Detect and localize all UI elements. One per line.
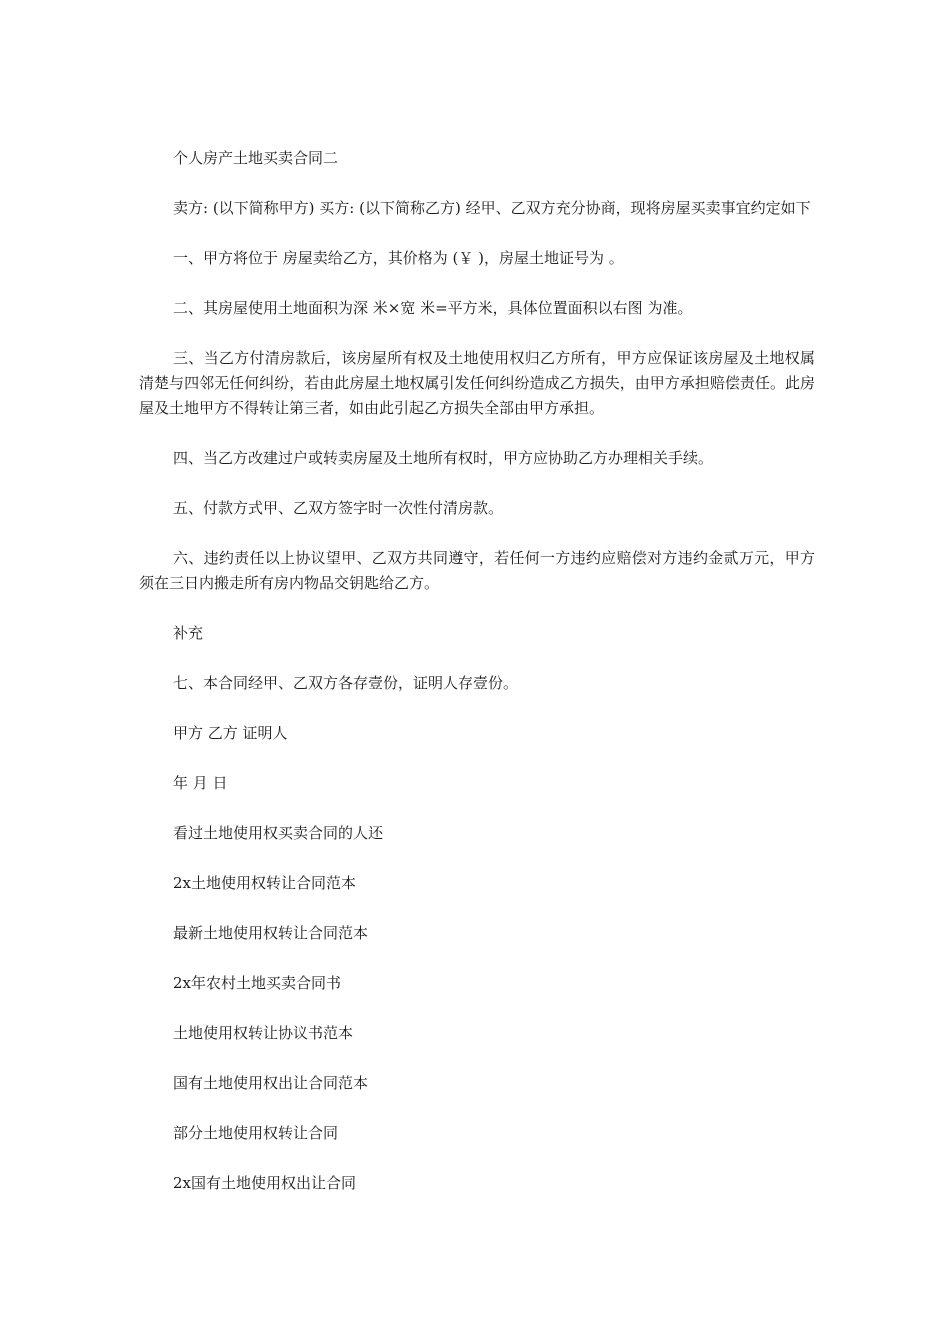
clause-3: 三、当乙方付清房款后，该房屋所有权及土地使用权归乙方所有，甲方应保证该房屋及土地权属清楚与四邻无任何纠纷，若由此房屋土地权属引发任何纠纷造成乙方损失，由甲方承担赔偿责任。此房屋及土地甲方不得转让第三者，如由此引起乙方损失全部由甲方承担。 (139, 349, 815, 417)
clause-2: 二、其房屋使用土地面积为深 米×宽 米=平方米，具体位置面积以右图 为准。 (173, 299, 693, 317)
related-link[interactable]: 2x土地使用权转让合同范本 (173, 874, 357, 892)
clause-4: 四、当乙方改建过户或转卖房屋及土地所有权时，甲方应协助乙方办理相关手续。 (173, 449, 714, 467)
document-title: 个人房产土地买卖合同二 (173, 149, 339, 167)
date-line: 年 月 日 (173, 774, 228, 792)
related-link[interactable]: 2x国有土地使用权出让合同 (173, 1174, 357, 1192)
document-body (139, 146, 815, 1221)
related-link[interactable]: 2x年农村土地买卖合同书 (173, 974, 342, 992)
clause-1: 一、甲方将位于 房屋卖给乙方，其价格为 (￥ )，房屋土地证号为 。 (173, 249, 624, 267)
contract-preamble: 卖方: (以下简称甲方) 买方: (以下简称乙方) 经甲、乙双方充分协商，现将房屋买卖事宜约定如下 (173, 199, 811, 217)
signature-line: 甲方 乙方 证明人 (173, 724, 288, 742)
supplement-heading: 补充 (173, 624, 204, 642)
related-link[interactable]: 最新土地使用权转让合同范本 (173, 924, 369, 942)
related-link[interactable]: 部分土地使用权转让合同 (173, 1124, 339, 1142)
related-link[interactable]: 国有土地使用权出让合同范本 (173, 1074, 369, 1092)
clause-6: 六、违约责任以上协议望甲、乙双方共同遵守，若任何一方违约应赔偿对方违约金贰万元，甲方须在三日内搬走所有房内物品交钥匙给乙方。 (139, 549, 815, 592)
clause-5: 五、付款方式甲、乙双方签字时一次性付清房款。 (173, 499, 504, 517)
related-link[interactable]: 土地使用权转让协议书范本 (173, 1024, 354, 1042)
related-heading: 看过土地使用权买卖合同的人还 (173, 824, 384, 842)
clause-7: 七、本合同经甲、乙双方各存壹份，证明人存壹份。 (173, 674, 519, 692)
